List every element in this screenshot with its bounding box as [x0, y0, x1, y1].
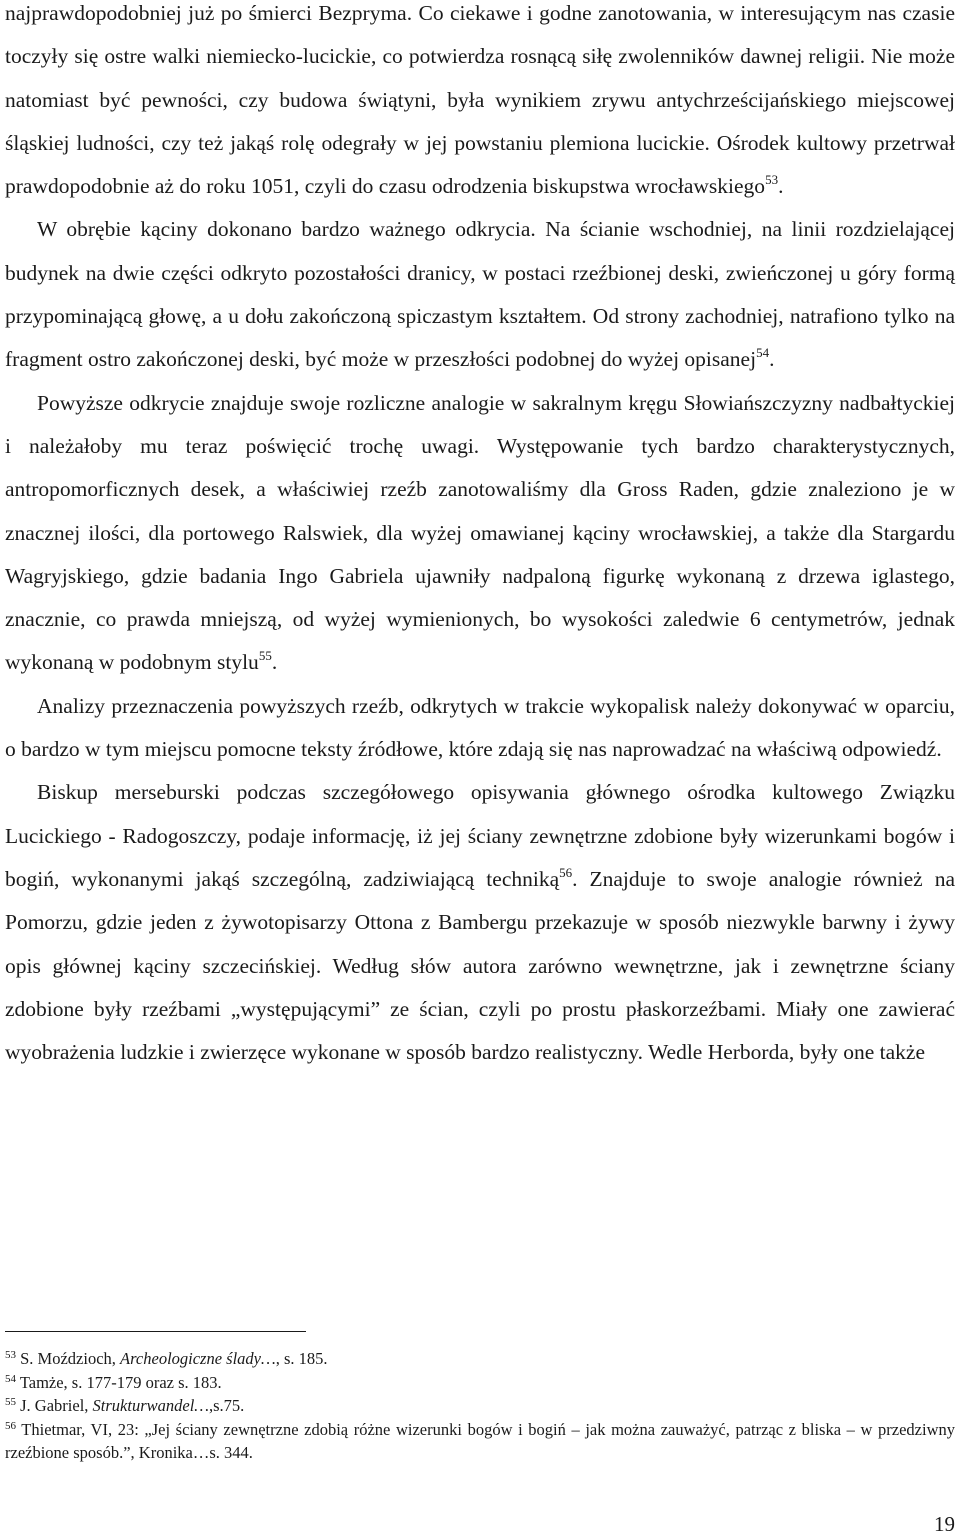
paragraph	[5, 0, 955, 208]
footnote	[5, 1394, 955, 1418]
footnote	[5, 1418, 955, 1465]
text-run: .	[778, 174, 784, 199]
footnote	[5, 1347, 955, 1371]
footnote-number: 54	[5, 1372, 16, 1385]
text-run: , s. 185.	[275, 1349, 328, 1368]
text-run: Biskup merseburski podczas szczegółowego opisywania głównego ośrodka kultowego Związku Lucickiego - Radogoszczy, podaje informację, iż jej ściany zewnętrzne zdobione były wizerunkami bogów i bogiń, wykonanymi jakąś szczególną, zadziwiającą techniką	[5, 780, 955, 891]
footnote-reference: 55	[258, 648, 272, 664]
text-run: Analizy przeznaczenia powyższych rzeźb, odkrytych w trakcie wykopalisk należy dokonywać w oparciu, o bardzo w tym miejscu pomocne teksty źródłowe, które zdają się nas naprowadzać na właściwą odpowiedź.	[5, 693, 955, 762]
footnote-number: 53	[5, 1349, 16, 1361]
text-run: .	[769, 347, 775, 372]
body-text	[5, 0, 955, 1074]
paragraph	[5, 382, 955, 685]
text-run: J. Gabriel,	[16, 1396, 93, 1415]
footnote	[5, 1371, 955, 1395]
text-run: S. Moździoch,	[16, 1349, 121, 1368]
page-number: 19	[934, 1512, 955, 1536]
italic-title: Archeologiczne ślady…	[120, 1349, 276, 1368]
footnote-reference: 54	[756, 345, 770, 361]
text-run: . Znajduje to swoje analogie również na Pomorzu, gdzie jeden z żywotopisarzy Ottona z Bambergu przekazuje w sposób niezwykle barwny i żywy opis głównej kąciny szczecińskiej. Według słów autora zarówno wewnętrzne, jak i zewnętrzne ściany zdobione były rzeźbami „występującymi” ze ścian, czyli po prostu płaskorzeźbami. Miały one zawierać wyobrażenia ludzkie i zwierzęce wykonane w sposób bardzo realistyczny. Wedle Herborda, były one także	[5, 866, 955, 1065]
footnote-reference: 53	[765, 172, 779, 188]
footnote-reference: 56	[559, 864, 573, 880]
paragraph	[5, 208, 955, 381]
text-run: najprawdopodobniej już po śmierci Bezpryma. Co ciekawe i godne zanotowania, w interesującym nas czasie toczyły się ostre walki niemiecko-lucickie, co potwierdza rosnącą siłę zwolenników dawnej religii. Nie może natomiast być pewności, czy budowa świątyni, była wynikiem zrywu antychrześcijańskiego miejscowej śląskiej ludności, czy też jakąś rolę odegrały w jej powstaniu plemiona lucickie. Ośrodek kultowy przetrwał prawdopodobnie aż do roku 1051, czyli do czasu odrodzenia biskupstwa wrocławskiego	[5, 1, 955, 199]
text-run: .	[271, 650, 278, 675]
text-run: W obrębie kąciny dokonano bardzo ważnego odkrycia. Na ścianie wschodniej, na linii rozdzielającej budynek na dwie części odkryto pozostałości dranicy, w postaci rzeźbionej deski, zwieńczonej u góry formą przypominającą głowę, a u dołu zakończoną spiczastym kształtem. Od strony zachodniej, natrafiono tylko na fragment ostro zakończonej deski, być może w przeszłości podobnej do wyżej opisanej	[5, 217, 955, 372]
footnote-separator	[5, 1331, 306, 1332]
footnote-number: 55	[5, 1396, 16, 1408]
paragraph	[5, 685, 955, 772]
footnotes	[5, 1347, 955, 1465]
text-run: ,s.75.	[208, 1396, 245, 1415]
text-run: Thietmar, VI, 23: „Jej ściany zewnętrzne zdobią różne wizerunki bogów i bogiń – jak można zauważyć, patrząc z bliska – w przedziwny rzeźbione sposób.”, Kronika…s. 344.	[5, 1419, 955, 1462]
paragraph	[5, 771, 955, 1074]
italic-title: Strukturwandel…	[92, 1396, 209, 1415]
footnote-number: 56	[5, 1419, 16, 1432]
text-run: Tamże, s. 177-179 oraz s. 183.	[16, 1372, 222, 1392]
text-run: Powyższe odkrycie znajduje swoje rozliczne analogie w sakralnym kręgu Słowiańszczyzny nadbałtyckiej i należałoby mu teraz poświęcić trochę uwagi. Występowanie tych bardzo charakterystycznych, antropomorficznych desek, a właściwiej rzeźb zanotowaliśmy dla Gross Raden, gdzie znaleziono je w znacznej ilości, dla portowego Ralswiek, dla wyżej omawianej kąciny wrocławskiej, a także dla Stargardu Wagryjskiego, gdzie badania Ingo Gabriela ujawniły nadpaloną figurkę wykonaną z drzewa iglastego, znacznie, co prawda mniejszą, od wyżej wymienionych, bo wysokości zaledwie 6 centymetrów, jednak wykonaną w podobnym stylu	[5, 390, 955, 675]
